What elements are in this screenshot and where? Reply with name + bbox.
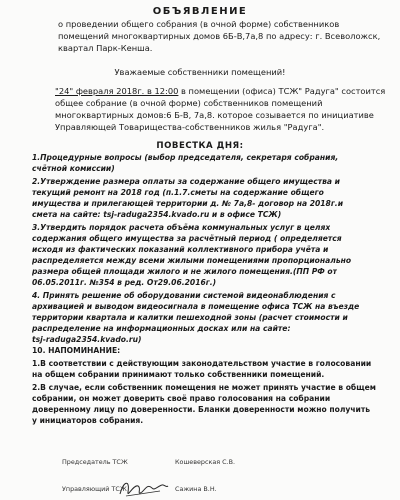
agenda-title: ПОВЕСТКА ДНЯ: <box>156 141 244 151</box>
reminder-title: 10. НАПОМИНАНИЕ: <box>32 346 121 355</box>
agenda-line: размера общей площади жилого и не жилого помещения.(ПП РФ от <box>32 267 338 276</box>
handwritten-signature <box>116 476 171 500</box>
meeting-initiative: которое созывается по инициативе <box>214 110 374 120</box>
agenda-line: 3.Утвердить порядок расчета объёма коммунальных услуг в целях <box>32 223 331 232</box>
reminder-line: 2.В случае, если собственник помещения не может принять участие в общем <box>32 383 376 392</box>
agenda-line: 2.Утверждение размера оплаты за содержание общего имущества и <box>32 177 340 186</box>
agenda-line: распределяется между всеми жилыми помещениями пропорционально <box>32 256 352 265</box>
announcement-title: ОБЪЯВЛЕНИЕ <box>152 6 248 17</box>
meeting-place: в помещении (офиса) ТСЖ" Радуга" состоится <box>178 86 386 96</box>
reminder-line: у инициаторов собрания. <box>32 416 144 425</box>
chairman-role: Председатель ТСЖ <box>62 458 128 466</box>
manager-name: Сажина В.Н. <box>175 485 217 493</box>
agenda-line: 4. Принять решение об оборудовании системой видеонаблюдения с <box>32 291 336 300</box>
intro-line: помещений многоквартирных домов 6Б-В,7а,8 по адресу: г. Всеволожск, <box>58 31 381 41</box>
meeting-line <box>55 110 374 120</box>
greeting: Уважаемые собственники помещений! <box>114 67 286 77</box>
manager-role: Управляющий ТСЖ <box>62 485 127 493</box>
agenda-line: имущества и прилегающей территории д. № 7а,8- договор на 2018г.и <box>32 199 344 208</box>
reminder-line: собрании, он может доверить своё право голосования на собрании <box>32 394 331 403</box>
agenda-line: 06.05.2011г. №354 в ред. От29.06.2016г.) <box>32 278 217 287</box>
reminder-line: на общем собрании принимают только собственники помещений. <box>32 370 325 379</box>
meeting-line <box>55 86 385 96</box>
reminder-line: 1.В соответствии с действующим законодательством участие в голосовании <box>32 359 372 368</box>
agenda-line: tsj-raduga2354.kvado.ru) <box>32 335 142 344</box>
agenda-line: содержания общего имущества за расчётный период ( определяется <box>32 234 342 243</box>
meeting-line: Управляющей Товарищества-собственников жилья "Радуга". <box>55 122 325 132</box>
agenda-line: 1.Процедурные вопросы (выбор председателя, секретаря собрания, <box>32 153 339 162</box>
agenda-line: исходя из фактических показаний коллективного прибора учёта и <box>32 245 329 254</box>
meeting-line: общее собрание (в очной форме) собственников помещений <box>55 98 323 108</box>
meeting-houses: многоквартирных домов:6 Б-В, 7а,8. <box>55 110 215 120</box>
agenda-line: смета на сайте: tsj-raduga2354.kvado.ru и в офисе ТСЖ) <box>32 210 282 219</box>
reminder-line: доверенному лицу по доверенности. Бланки доверенности можно получить <box>32 405 371 414</box>
agenda-line: территории квартала и калитки пешеходной зоны (расчет стоимости и <box>32 313 348 322</box>
agenda-line: архивацией и выводом видеосигнала в помещение офиса ТСЖ на въезде <box>32 302 360 311</box>
meeting-date: "24" февраля 2018г. в 12:00 <box>55 86 179 96</box>
agenda-line: распределение на информационных досках или на сайте: <box>32 324 291 333</box>
agenda-line: текущий ремонт на 2018 год (п.1.7.сметы на содержание общего <box>32 188 324 197</box>
agenda-line: счётной комиссии) <box>32 164 115 173</box>
chairman-name: Кошеверская С.В. <box>175 458 236 466</box>
intro-line: о проведении общего собрания (в очной форме) собственников <box>58 19 340 29</box>
intro-line: квартал Парк-Кенша. <box>58 43 153 53</box>
